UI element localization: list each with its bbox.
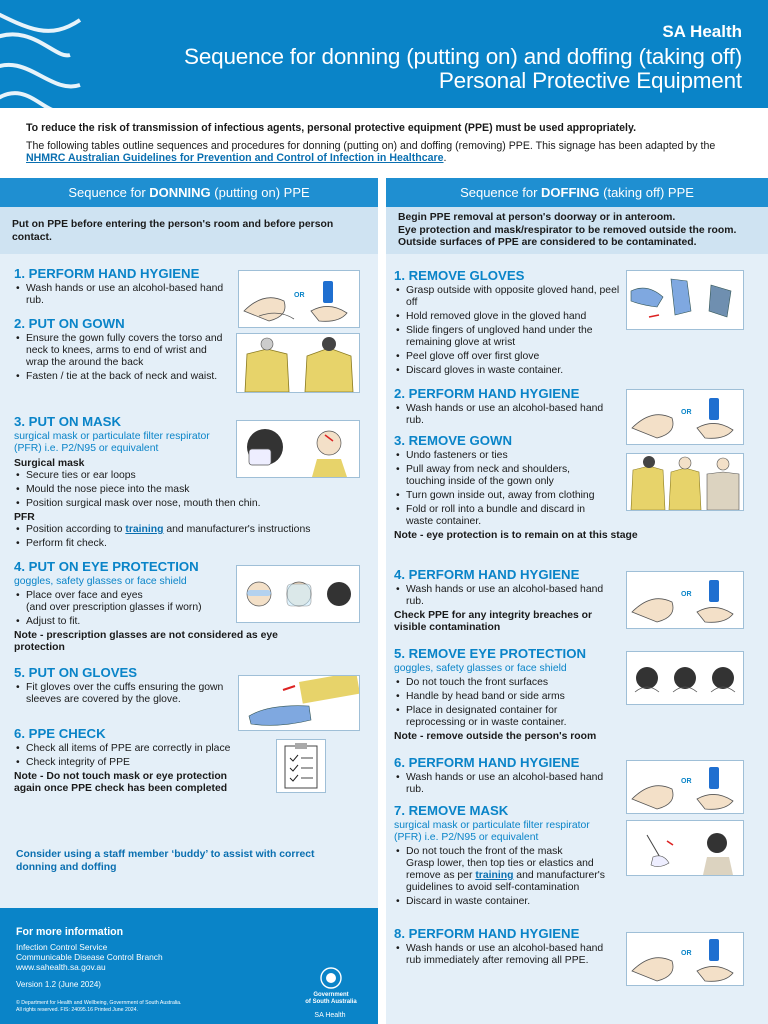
mask-image <box>236 420 360 478</box>
donning-step-2 <box>14 316 224 385</box>
buddy-advice: Consider using a staff member ‘buddy’ to assist with correct donning and doffing <box>16 849 315 873</box>
note: Note - eye protection is to remain on at this stage <box>394 530 638 541</box>
note: Note - Do not touch mask or eye protection again once PPE check has been completed <box>14 771 228 794</box>
list-item: • Place in designated container for reprocessing or in waste container. <box>394 705 610 729</box>
list-item <box>14 524 364 536</box>
step-title: 8. PERFORM HAND HYGIENE <box>394 926 580 941</box>
list-item <box>394 846 620 894</box>
list-item: • Fasten / tie at the back of neck and waist. <box>14 371 224 383</box>
ppe-check-image <box>276 739 326 793</box>
remove-eye-protection-image <box>626 651 744 705</box>
goggles-illustration <box>237 566 359 622</box>
remove-mask-image <box>626 820 744 876</box>
hand-hygiene-image <box>626 571 744 629</box>
list-item: • Check integrity of PPE <box>14 757 246 769</box>
instruction-line: Eye protection and mask/respirator to be removed outside the room. <box>398 224 737 236</box>
doffing-step-4 <box>394 567 620 634</box>
doffing-head-post: (taking off) PPE <box>599 185 694 200</box>
sa-health-footer: SA Health <box>314 1012 346 1019</box>
step-title: 6. PERFORM HAND HYGIENE <box>394 755 580 770</box>
step-title: 1. REMOVE GLOVES <box>394 268 525 283</box>
mask-illustration <box>237 421 359 477</box>
step-title: 2. PUT ON GOWN <box>14 316 125 331</box>
doffing-head-bold: DOFFING <box>541 185 600 200</box>
org-name: SA Health <box>662 22 742 41</box>
hand-wash-illustration <box>627 390 743 444</box>
or-label: OR <box>681 409 692 416</box>
eye-protection-image <box>236 565 360 623</box>
note: Note - prescription glasses are not considered as eye protection <box>14 630 278 653</box>
text: and manufacturer's instructions <box>163 524 311 535</box>
step-title: 4. PERFORM HAND HYGIENE <box>394 567 580 582</box>
list-item: • Check all items of PPE are correctly in place <box>14 743 246 755</box>
gloves-illustration <box>239 676 359 730</box>
intro-text <box>26 140 742 165</box>
doffing-step-5 <box>394 646 644 743</box>
list-item: • Slide fingers of ungloved hand under the remaining glove at wrist <box>394 325 620 349</box>
list-item: • Wash hands or use an alcohol-based hand rub. <box>394 772 620 796</box>
gown-illustration <box>237 334 359 392</box>
goggles-removal-illustration <box>627 652 743 704</box>
footer-line: Communicable Disease Control Branch <box>16 952 163 962</box>
footer <box>0 908 378 1024</box>
list-item: • Wash hands or use an alcohol-based hand rub immediately after removing all PPE. <box>394 943 620 967</box>
version: Version 1.2 (June 2024) <box>16 980 101 989</box>
website-link[interactable]: www.sahealth.sa.gov.au <box>16 962 106 972</box>
list-item: • Discard gloves in waste container. <box>394 365 620 377</box>
list-item: • Hold removed glove in the gloved hand <box>394 311 620 323</box>
donning-step-6 <box>14 726 246 795</box>
training-link[interactable]: training <box>475 870 514 881</box>
footer-line: Infection Control Service <box>16 942 108 952</box>
step-subtitle: goggles, safety glasses or face shield <box>394 663 567 674</box>
mask-removal-illustration <box>627 821 743 875</box>
header-banner <box>0 0 768 108</box>
donning-instruction: Put on PPE before entering the person's room and before person contact. <box>0 207 378 254</box>
list-item: • Secure ties or ear loops <box>14 470 364 482</box>
hand-wash-illustration <box>627 933 743 985</box>
step-subtitle: goggles, safety glasses or face shield <box>14 576 187 587</box>
nhmrc-guidelines-link[interactable]: NHMRC Australian Guidelines for Prevention and Control of Infection in Healthcare <box>26 152 444 164</box>
step-title: 1. PERFORM HAND HYGIENE <box>14 266 200 281</box>
donning-header <box>0 178 378 207</box>
step-title: 2. PERFORM HAND HYGIENE <box>394 386 580 401</box>
doffing-column <box>386 178 768 1024</box>
doffing-step-2 <box>394 386 620 429</box>
list-item: • Wash hands or use an alcohol-based hand rub. <box>394 584 620 608</box>
list-item: • Do not touch the front surfaces <box>394 677 610 689</box>
helix-logo-graphic <box>0 0 90 108</box>
hand-wash-illustration <box>627 761 743 813</box>
doffing-step-8 <box>394 926 620 969</box>
page-title-line2: Personal Protective Equipment <box>438 68 742 93</box>
step-title: 6. PPE CHECK <box>14 726 106 741</box>
gov-line: Government <box>313 992 349 998</box>
intro <box>26 122 742 165</box>
list-item: • Wash hands or use an alcohol-based hand rub. <box>394 403 620 427</box>
doffing-step-7 <box>394 803 620 910</box>
gov-line: of South Australia <box>305 999 357 1005</box>
or-label: OR <box>294 292 305 299</box>
gloves-image <box>238 675 360 731</box>
glove-removal-illustration <box>627 271 743 329</box>
donning-head-post: (putting on) PPE <box>210 185 310 200</box>
note: Note - remove outside the person's room <box>394 731 597 742</box>
step-subtitle: surgical mask or particulate filter respirator (PFR) i.e. P2/N95 or equivalent <box>394 820 590 843</box>
list-item: • Wash hands or use an alcohol-based hand rub. <box>14 283 234 307</box>
list-item: • Fit gloves over the cuffs ensuring the gown sleeves are covered by the glove. <box>14 682 224 706</box>
doffing-head-pre: Sequence for <box>460 185 542 200</box>
list-item: • Mould the nose piece into the mask <box>14 484 364 496</box>
donning-step-5 <box>14 665 224 708</box>
intro-end: . <box>443 152 447 164</box>
list-item: • Discard in waste container. <box>394 896 620 908</box>
donning-head-bold: DONNING <box>149 185 211 200</box>
list-item: • Perform fit check. <box>14 538 364 550</box>
legal-text: © Department for Health and Wellbeing, Government of South Australia. All rights reserved. FIS: 24095.16 Printed June 2024. <box>16 1000 182 1013</box>
or-label: OR <box>681 950 692 957</box>
step-title: 3. REMOVE GOWN <box>394 433 512 448</box>
list-item: • Turn gown inside out, away from clothing <box>394 490 608 502</box>
step-title: 5. PUT ON GLOVES <box>14 665 138 680</box>
more-info-heading: For more information <box>16 926 124 938</box>
doffing-instruction <box>386 207 768 254</box>
list-item: • Position surgical mask over nose, mouth then chin. <box>14 498 364 510</box>
doffing-header <box>386 178 768 207</box>
text: (and over prescription glasses if worn) <box>26 602 202 613</box>
page-title-line1: Sequence for donning (putting on) and doffing (taking off) <box>184 44 742 69</box>
pfr-label: PFR <box>14 512 35 523</box>
text: Place over face and eyes <box>26 590 143 601</box>
text: Do not touch the front of the mask <box>406 846 563 857</box>
text: Grasp lower, then top ties or elastics and remove as per <box>406 858 594 881</box>
donning-step-1 <box>14 266 234 309</box>
text: and manufacturer's guidelines to avoid self-contamination <box>406 870 605 893</box>
government-logo <box>296 966 366 1006</box>
gown-removal-illustration <box>627 454 743 510</box>
hand-wash-illustration <box>239 271 359 327</box>
list-item: • Peel glove off over first glove <box>394 351 620 363</box>
crest-icon <box>319 966 343 990</box>
donning-column <box>0 178 378 908</box>
note: Check PPE for any integrity breaches or visible contamination <box>394 610 593 633</box>
hand-hygiene-image <box>238 270 360 328</box>
remove-gown-image <box>626 453 744 511</box>
hand-hygiene-image <box>626 760 744 814</box>
remove-gloves-image <box>626 270 744 330</box>
instruction-line: Begin PPE removal at person's doorway or in anteroom. <box>398 212 676 223</box>
hand-hygiene-image <box>626 932 744 986</box>
hand-hygiene-image <box>626 389 744 445</box>
intro-body: The following tables outline sequences and procedures for donning (putting on) and doffing (removing) PPE. This signage has been adapted by the <box>26 139 716 152</box>
list-item: • Pull away from neck and shoulders, touching inside of the gown only <box>394 464 608 488</box>
or-label: OR <box>681 591 692 598</box>
clipboard-icon <box>277 740 325 792</box>
training-link[interactable]: training <box>125 524 164 535</box>
step-title: 7. REMOVE MASK <box>394 803 509 818</box>
donning-head-pre: Sequence for <box>68 185 150 200</box>
step-subtitle: surgical mask or particulate filter respirator (PFR) i.e. P2/N95 or equivalent <box>14 431 210 454</box>
list-item: • Undo fasteners or ties <box>394 450 608 462</box>
hand-wash-illustration <box>627 572 743 628</box>
list-item: • Adjust to fit. <box>14 616 314 628</box>
gown-image <box>236 333 360 393</box>
text: Position according to <box>26 524 126 535</box>
step-title: 3. PUT ON MASK <box>14 414 121 429</box>
doffing-step-1 <box>394 268 620 379</box>
list-item: • Grasp outside with opposite gloved hand, peel off <box>394 285 620 309</box>
list-item: • Ensure the gown fully covers the torso and neck to knees, arms to end of wrist and wrap the around the back <box>14 333 224 369</box>
or-label: OR <box>681 778 692 785</box>
doffing-step-6 <box>394 755 620 798</box>
step-title: 5. REMOVE EYE PROTECTION <box>394 646 586 661</box>
intro-bold: To reduce the risk of transmission of infectious agents, personal protective equipment (PPE) must be used appropriately. <box>26 122 637 134</box>
surgical-mask-label: Surgical mask <box>14 458 85 469</box>
step-title: 4. PUT ON EYE PROTECTION <box>14 559 199 574</box>
list-item: • Fold or roll into a bundle and discard in waste container. <box>394 504 608 528</box>
list-item: • Handle by head band or side arms <box>394 691 610 703</box>
instruction-line: Outside surfaces of PPE are considered to be contaminated. <box>398 237 697 248</box>
